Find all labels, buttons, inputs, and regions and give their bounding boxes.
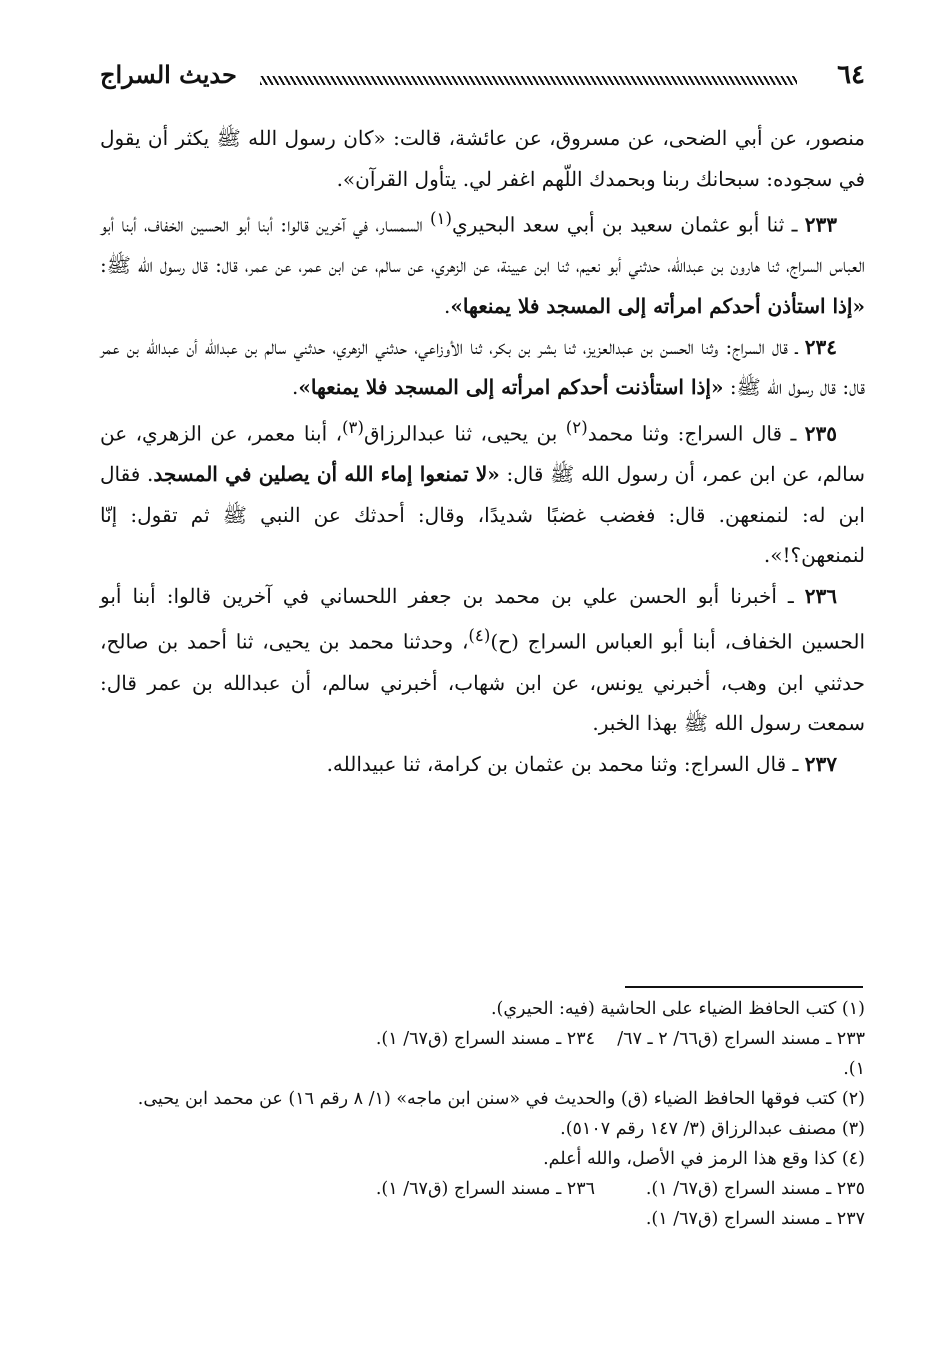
- paragraph-continuation: منصور، عن أبي الضحى، عن مسروق، عن عائشة، قالت: «كان رسول الله ﷺ يكثر أن يقول في سجوده: سبحانك ربنا وبحمدك اللّهم اغفر لي. يتأول القرآن».: [100, 126, 865, 191]
- footnote-2: (٢) كتب فوقها الحافظ الضياء (ق) والحديث في «سنن ابن ماجه» (١/ ٨ رقم ١٦) عن محمد ابن يحيى.: [137, 1089, 865, 1109]
- running-title: حديث السراج: [100, 60, 237, 89]
- source-note-237: ٢٣٧ ـ مسند السراج (ق٦٧/ ١).: [645, 1209, 865, 1229]
- hadith-text: ، أبنا معمر، عن الزهري، عن سالم، عن ابن عمر، أن رسول الله ﷺ قال:: [100, 421, 865, 487]
- hadith-text: ـ ثنا أبو عثمان سعيد بن أبي سعد البحيري: [451, 212, 798, 237]
- hadith-233: ٢٣٣ ـ ثنا أبو عثمان سعيد بن أبي سعد البحيري$^{(١)}$ السمسار، في آخرين قالوا: أبنا أبو الحسين الخفاف، أبنا أبو العباس السراج، ثنا هارون بن عبدالله، حدثني أبو نعيم، ثنا ابن عيينة، عن الزهري، عن سالم، عن ابن عمر، عن عمر، قال: قال رسول الله ﷺ: «إذا استأذن أحدكم امرأته إلى المسجد فلا يمنعها».: [100, 209, 865, 319]
- page-header: [100, 60, 865, 96]
- hadith-text: ـ قال السراج: وثنا الحسن بن عبدالعزيز، ثنا بشر بن بكر، ثنا الأوزاعي، حدثني الزهري، حدثني سالم بن عبدالله أن عبدالله بن عمر قال: قال رسول الله ﷺ:: [100, 334, 865, 400]
- hadith-234: ٢٣٤ ـ قال السراج: وثنا الحسن بن عبدالعزيز، ثنا بشر بن بكر، ثنا الأوزاعي، حدثني الزهري، حدثني سالم بن عبدالله أن عبدالله بن عمر قال: قال رسول الله ﷺ: «إذا استأذنت أحدكم امرأته إلى المسجد فلا يمنعها».: [100, 334, 865, 400]
- hadith-text: ـ قال السراج: وثنا محمد: [587, 421, 797, 446]
- hadith-quote: «إذا استأذن أحدكم امرأته إلى المسجد فلا يمنعها»: [450, 294, 865, 319]
- page-number: ٦٤: [837, 60, 865, 90]
- hadith-236: [100, 576, 865, 744]
- footnote-1: (١) كتب الحافظ الضياء على الحاشية (فيه: الحيري).: [490, 999, 865, 1019]
- hadith-number: ٢٣٣: [804, 212, 837, 237]
- footnote-ref: (٢): [565, 417, 588, 437]
- hadith-text: ـ أخبرنا أبو الحسن علي بن محمد بن جعفر اللحساني في آخرين قالوا: أبنا أبو الحسين الخفاف، أبنا أبو العباس السراج (ح): [100, 583, 865, 655]
- source-note-236: ٢٣٦ ـ مسند السراج (ق٦٧/ ١).: [375, 1179, 595, 1199]
- hadith-text: ـ قال السراج: وثنا محمد بن عثمان بن كرامة، ثنا عبيدالله.: [326, 751, 799, 776]
- hadith-number: ٢٣٦: [804, 583, 837, 608]
- source-notes-235-236: [100, 1174, 865, 1204]
- footnote-ref: (١): [429, 209, 452, 229]
- source-note-235: ٢٣٥ ـ مسند السراج (ق٦٧/ ١).: [645, 1179, 865, 1199]
- hadith-237: [100, 744, 865, 785]
- footnotes: [100, 994, 865, 1234]
- hadith-235: ٢٣٥ ـ قال السراج: وثنا محمد$^{(٢)}$ بن يحيى، ثنا عبدالرزاق$^{(٣)}$، أبنا معمر، عن الزهري، عن سالم، عن ابن عمر، أن رسول الله ﷺ قال: «لا تمنعوا إماء الله أن يصلين في المسجد. فقال ابن له: لنمنعهن. قال: فغضب غضبًا شديدًا، وقال: أحدثك عن النبي ﷺ ثم تقول: إنّا لنمنعهن؟!».: [100, 417, 865, 568]
- footnote-separator: [625, 986, 863, 988]
- main-text: [100, 118, 865, 784]
- hadith-text: . فقال ابن له: لنمنعهن. قال: فغضب غضبًا شديدًا، وقال: أحدثك عن النبي ﷺ ثم تقول: إنّا لنمنعهن؟!»: [100, 462, 865, 568]
- hadith-number: ٢٣٥: [804, 421, 837, 446]
- source-note-234: ٢٣٤ ـ مسند السراج (ق٦٧/ ١).: [375, 1029, 595, 1049]
- hadith-text: السمسار، في آخرين قالوا: أبنا أبو الحسين الخفاف، أبنا أبو العباس السراج، ثنا هارون بن عبدالله، حدثني أبو نعيم، ثنا ابن عيينة، عن الزهري، عن سالم، عن ابن عمر، عن عمر، قال: قال رسول الله ﷺ:: [100, 212, 865, 278]
- source-note-233: ٢٣٣ ـ مسند السراج (ق٦٦/ ٢ ـ ٦٧/ ١).: [617, 1029, 865, 1079]
- footnote-3: (٣) مصنف عبدالرزاق (٣/ ١٤٧ رقم ٥١٠٧).: [560, 1119, 865, 1139]
- hadith-number: ٢٣٧: [804, 751, 837, 776]
- source-notes-233-234: [100, 1024, 865, 1084]
- footnote-ref: (٣): [342, 417, 364, 437]
- footnote-ref: (٤): [468, 626, 491, 646]
- hadith-text: ، وحدثنا محمد بن يحيى، ثنا أحمد بن صالح، حدثني ابن وهب، أخبرني يونس، عن ابن شهاب، أخبرني سالم، أن عبدالله بن عمر قال: سمعت رسول الله ﷺ بهذا الخبر.: [100, 630, 865, 736]
- hadith-number: ٢٣٤: [804, 334, 837, 359]
- footnote-4: (٤) كذا وقع هذا الرمز في الأصل، والله أعلم.: [543, 1149, 865, 1169]
- hadith-quote: «إذا استأذنت أحدكم امرأته إلى المسجد فلا يمنعها»: [298, 375, 724, 400]
- header-decorative-rule: [260, 76, 797, 85]
- hadith-text: بن يحيى، ثنا عبدالرزاق: [363, 421, 566, 446]
- hadith-quote: «لا تمنعوا إماء الله أن يصلين في المسجد: [153, 462, 500, 487]
